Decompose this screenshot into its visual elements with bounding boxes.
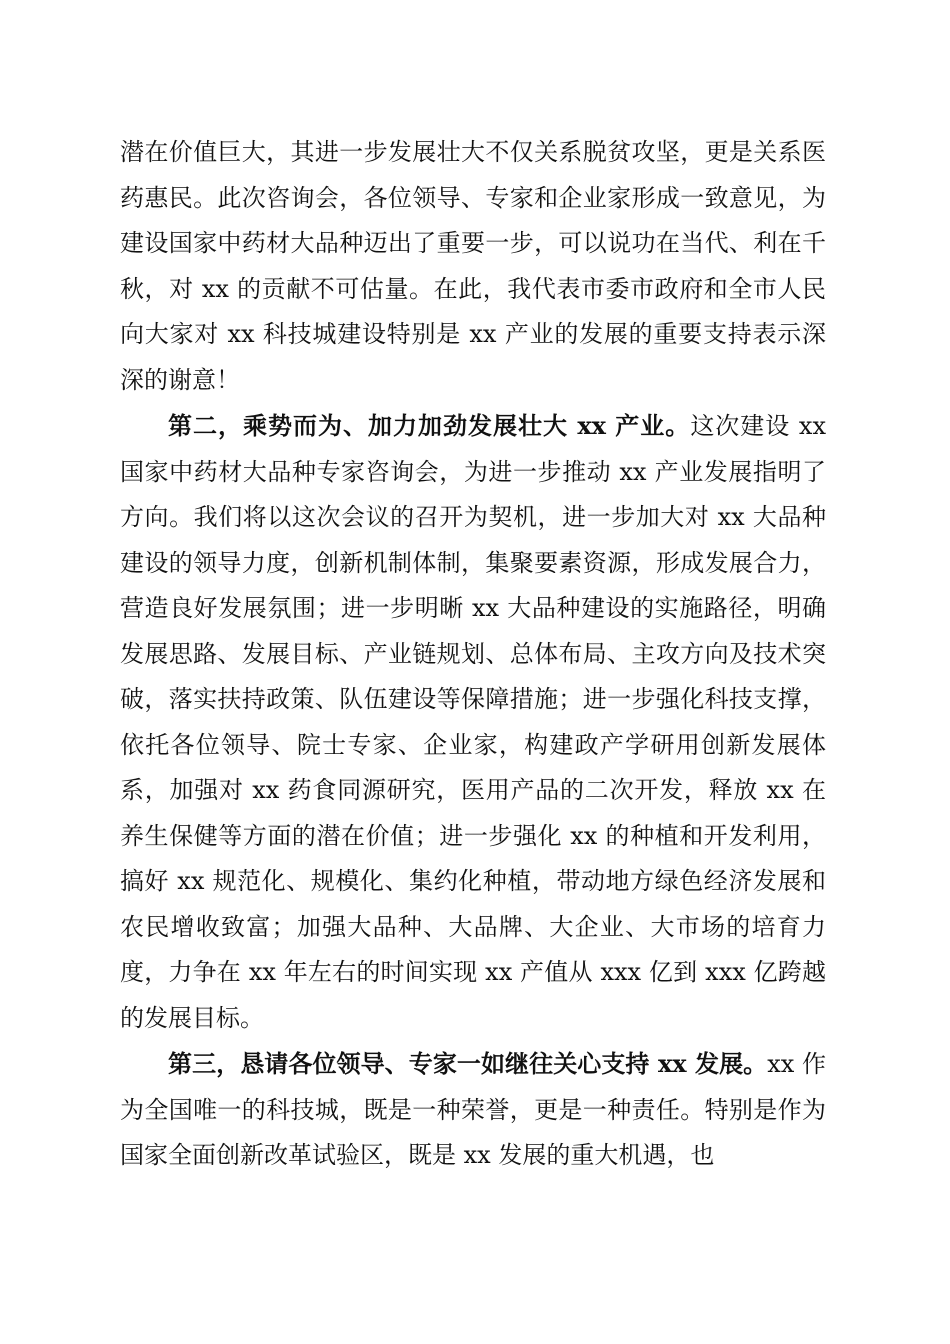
paragraph-3-heading: 第三，恳请各位领导、专家一如继往关心支持 xx 发展。 <box>168 1049 768 1078</box>
paragraph-2 <box>120 403 826 1041</box>
document-body <box>120 130 826 1179</box>
paragraph-3-text: xx 作为全国唯一的科技城，既是一种荣誉，更是一种责任。特别是作为国家全面创新改革试验区，既是 xx 发展的重大机遇，也 <box>120 1050 827 1169</box>
paragraph-3 <box>120 1041 826 1179</box>
paragraph-2-text: 这次建设 xx 国家中药材大品种专家咨询会，为进一步推动 xx 产业发展指明了方向。我们将以这次会议的召开为契机，进一步加大对 xx 大品种建设的领导力度，创新机制体制，集聚要素资源，形成发展合力，营造良好发展氛围；进一步明晰 xx 大品种建设的实施路径，明确发展思路、发展目标、产业链规划、总体布局、主攻方向及技术突破，落实扶持政策、队伍建设等保障措施；进一步强化科技支撑，依托各位领导、院士专家、企业家，构建政产学研用创新发展体系，加强对 xx 药食同源研究，医用产品的二次开发，释放 xx 在养生保健等方面的潜在价值；进一步强化 xx 的种植和开发利用，搞好 xx 规范化、规模化、集约化种植，带动地方绿色经济发展和农民增收致富；加强大品种、大品牌、大企业、大市场的培育力度，力争在 xx 年左右的时间实现 xx 产值从 xxx 亿到 xxx 亿跨越的发展目标。 <box>120 412 827 1032</box>
paragraph-1-text: 潜在价值巨大，其进一步发展壮大不仅关系脱贫攻坚，更是关系医药惠民。此次咨询会，各位领导、专家和企业家形成一致意见，为建设国家中药材大品种迈出了重要一步，可以说功在当代、利在千秋，对 xx 的贡献不可估量。在此，我代表市委市政府和全市人民向大家对 xx 科技城建设特别是 xx 产业的发展的重要支持表示深深的谢意！ <box>120 138 826 394</box>
paragraph-1 <box>120 130 826 403</box>
paragraph-2-heading: 第二，乘势而为、加力加劲发展壮大 xx 产业。 <box>168 411 691 440</box>
